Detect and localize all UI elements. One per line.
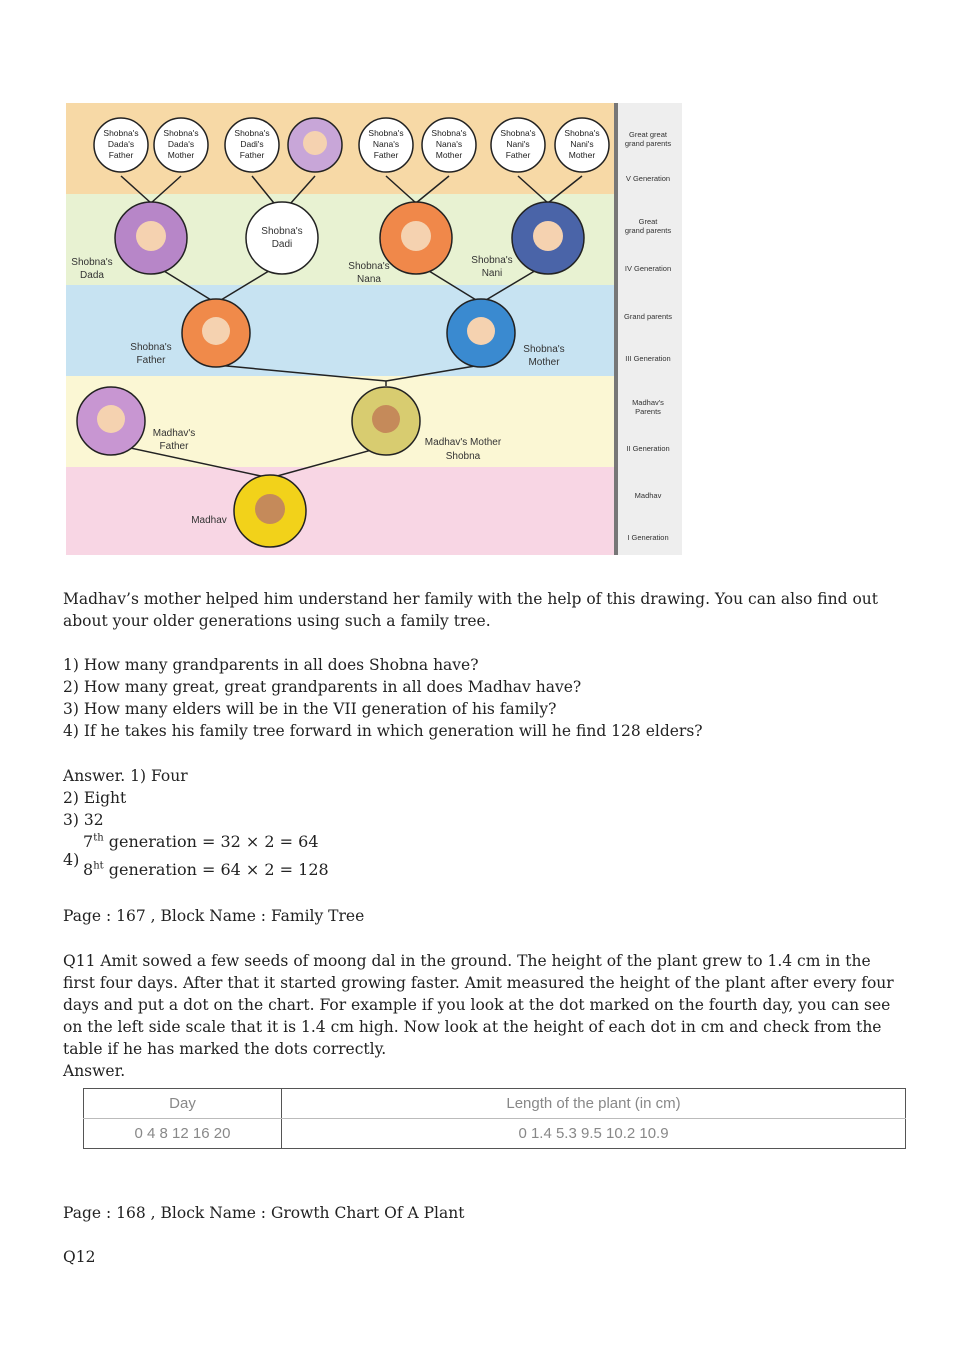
svg-text:Madhav: Madhav — [634, 491, 662, 500]
svg-text:Great greatgrand parents: Great great grand parents — [624, 130, 672, 148]
answer-1: Answer. 1) Four — [63, 767, 188, 785]
dadi-circle — [246, 202, 318, 274]
question-2: 2) How many great, great grandparents in all does Madhav have? — [63, 678, 582, 696]
table-header: Length of the plant (in cm) — [282, 1089, 906, 1119]
answer-label: Answer. — [63, 1062, 126, 1080]
madhav-father-label: Madhav's Father — [152, 428, 196, 452]
table-header: Day — [84, 1089, 282, 1119]
svg-text:I Generation: I Generation — [627, 533, 669, 542]
svg-text:Madhav'sParents: Madhav's Parents — [632, 398, 664, 416]
gg-label: Shobna's Dada's Father — [103, 128, 139, 160]
svg-text:IV Generation: IV Generation — [624, 264, 672, 273]
band-ii — [66, 376, 616, 467]
svg-text:III Generation: III Generation — [625, 354, 671, 363]
svg-text:Shobna'sDada'sMother: Shobna's Dada's Mother — [163, 128, 199, 160]
svg-text:Shobna'sNana'sFather: Shobna's Nana's Father — [368, 128, 404, 160]
table-cell: 0 1.4 5.3 9.5 10.2 10.9 — [282, 1119, 906, 1149]
nani-label: Shobna's Nani — [471, 255, 513, 279]
portrait-icon — [303, 131, 327, 155]
answer-2: 2) Eight — [63, 789, 127, 807]
answer-3: 3) 32 — [63, 811, 104, 829]
question-4: 4) If he takes his family tree forward in which generation will he find 128 elders? — [63, 722, 703, 740]
svg-text:Shobna'sNani'sMother: Shobna's Nani's Mother — [564, 128, 600, 160]
band-i — [66, 467, 616, 555]
mother-label: Shobna's Mother — [523, 344, 565, 368]
svg-text:Shobna'sDadi'sFather: Shobna's Dadi's Father — [234, 128, 270, 160]
q11-text: Q11 Amit sowed a few seeds of moong dal in the ground. The height of the plant grew to 1.4 cm in the first four days. After that it started growing faster. Amit measured the height of the plant after every four days and put a dot on the chart. For example if you look at the dot marked on the fourth day, you can see on the left side scale that it is 1.4 cm high. Now look at the height of each dot in cm and check from the table if he has marked the dots correctly. — [63, 952, 894, 1058]
page-ref-168: Page : 168 , Block Name : Growth Chart Of A Plant — [63, 1204, 465, 1222]
table-row — [84, 1119, 906, 1149]
table-cell: 0 4 8 12 16 20 — [84, 1119, 282, 1149]
intro-text: Madhav’s mother helped him understand her family with the help of this drawing. You can also find out about your older generations using such a family tree. — [63, 590, 879, 630]
madhav-label: Madhav — [191, 515, 227, 526]
svg-text:Shobna'sNana'sMother: Shobna's Nana's Mother — [431, 128, 467, 160]
table-header-row — [84, 1089, 906, 1119]
q12-label: Q12 — [63, 1248, 96, 1266]
svg-text:V Generation: V Generation — [625, 174, 671, 183]
madhav-mother-label: Madhav's Mother Shobna — [424, 437, 502, 462]
nana-label: Shobna's Nana — [348, 261, 390, 285]
family-tree-figure — [66, 103, 682, 555]
svg-text:II Generation: II Generation — [626, 444, 670, 453]
svg-text:Grand parents: Grand parents — [624, 312, 672, 321]
answer-4-label: 4) — [63, 850, 80, 869]
dadi-label: Shobna's Dadi — [261, 226, 303, 250]
growth-table — [83, 1088, 906, 1149]
page-ref-167: Page : 167 , Block Name : Family Tree — [63, 907, 365, 925]
question-1: 1) How many grandparents in all does Shobna have? — [63, 656, 479, 674]
question-3: 3) How many elders will be in the VII generation of his family? — [63, 700, 557, 718]
father-label: Shobna's Father — [130, 342, 172, 366]
dada-label: Shobna's Dada — [71, 257, 113, 281]
svg-text:Greatgrand parents: Great grand parents — [624, 217, 672, 235]
svg-text:Shobna'sNani'sFather: Shobna's Nani's Father — [500, 128, 536, 160]
